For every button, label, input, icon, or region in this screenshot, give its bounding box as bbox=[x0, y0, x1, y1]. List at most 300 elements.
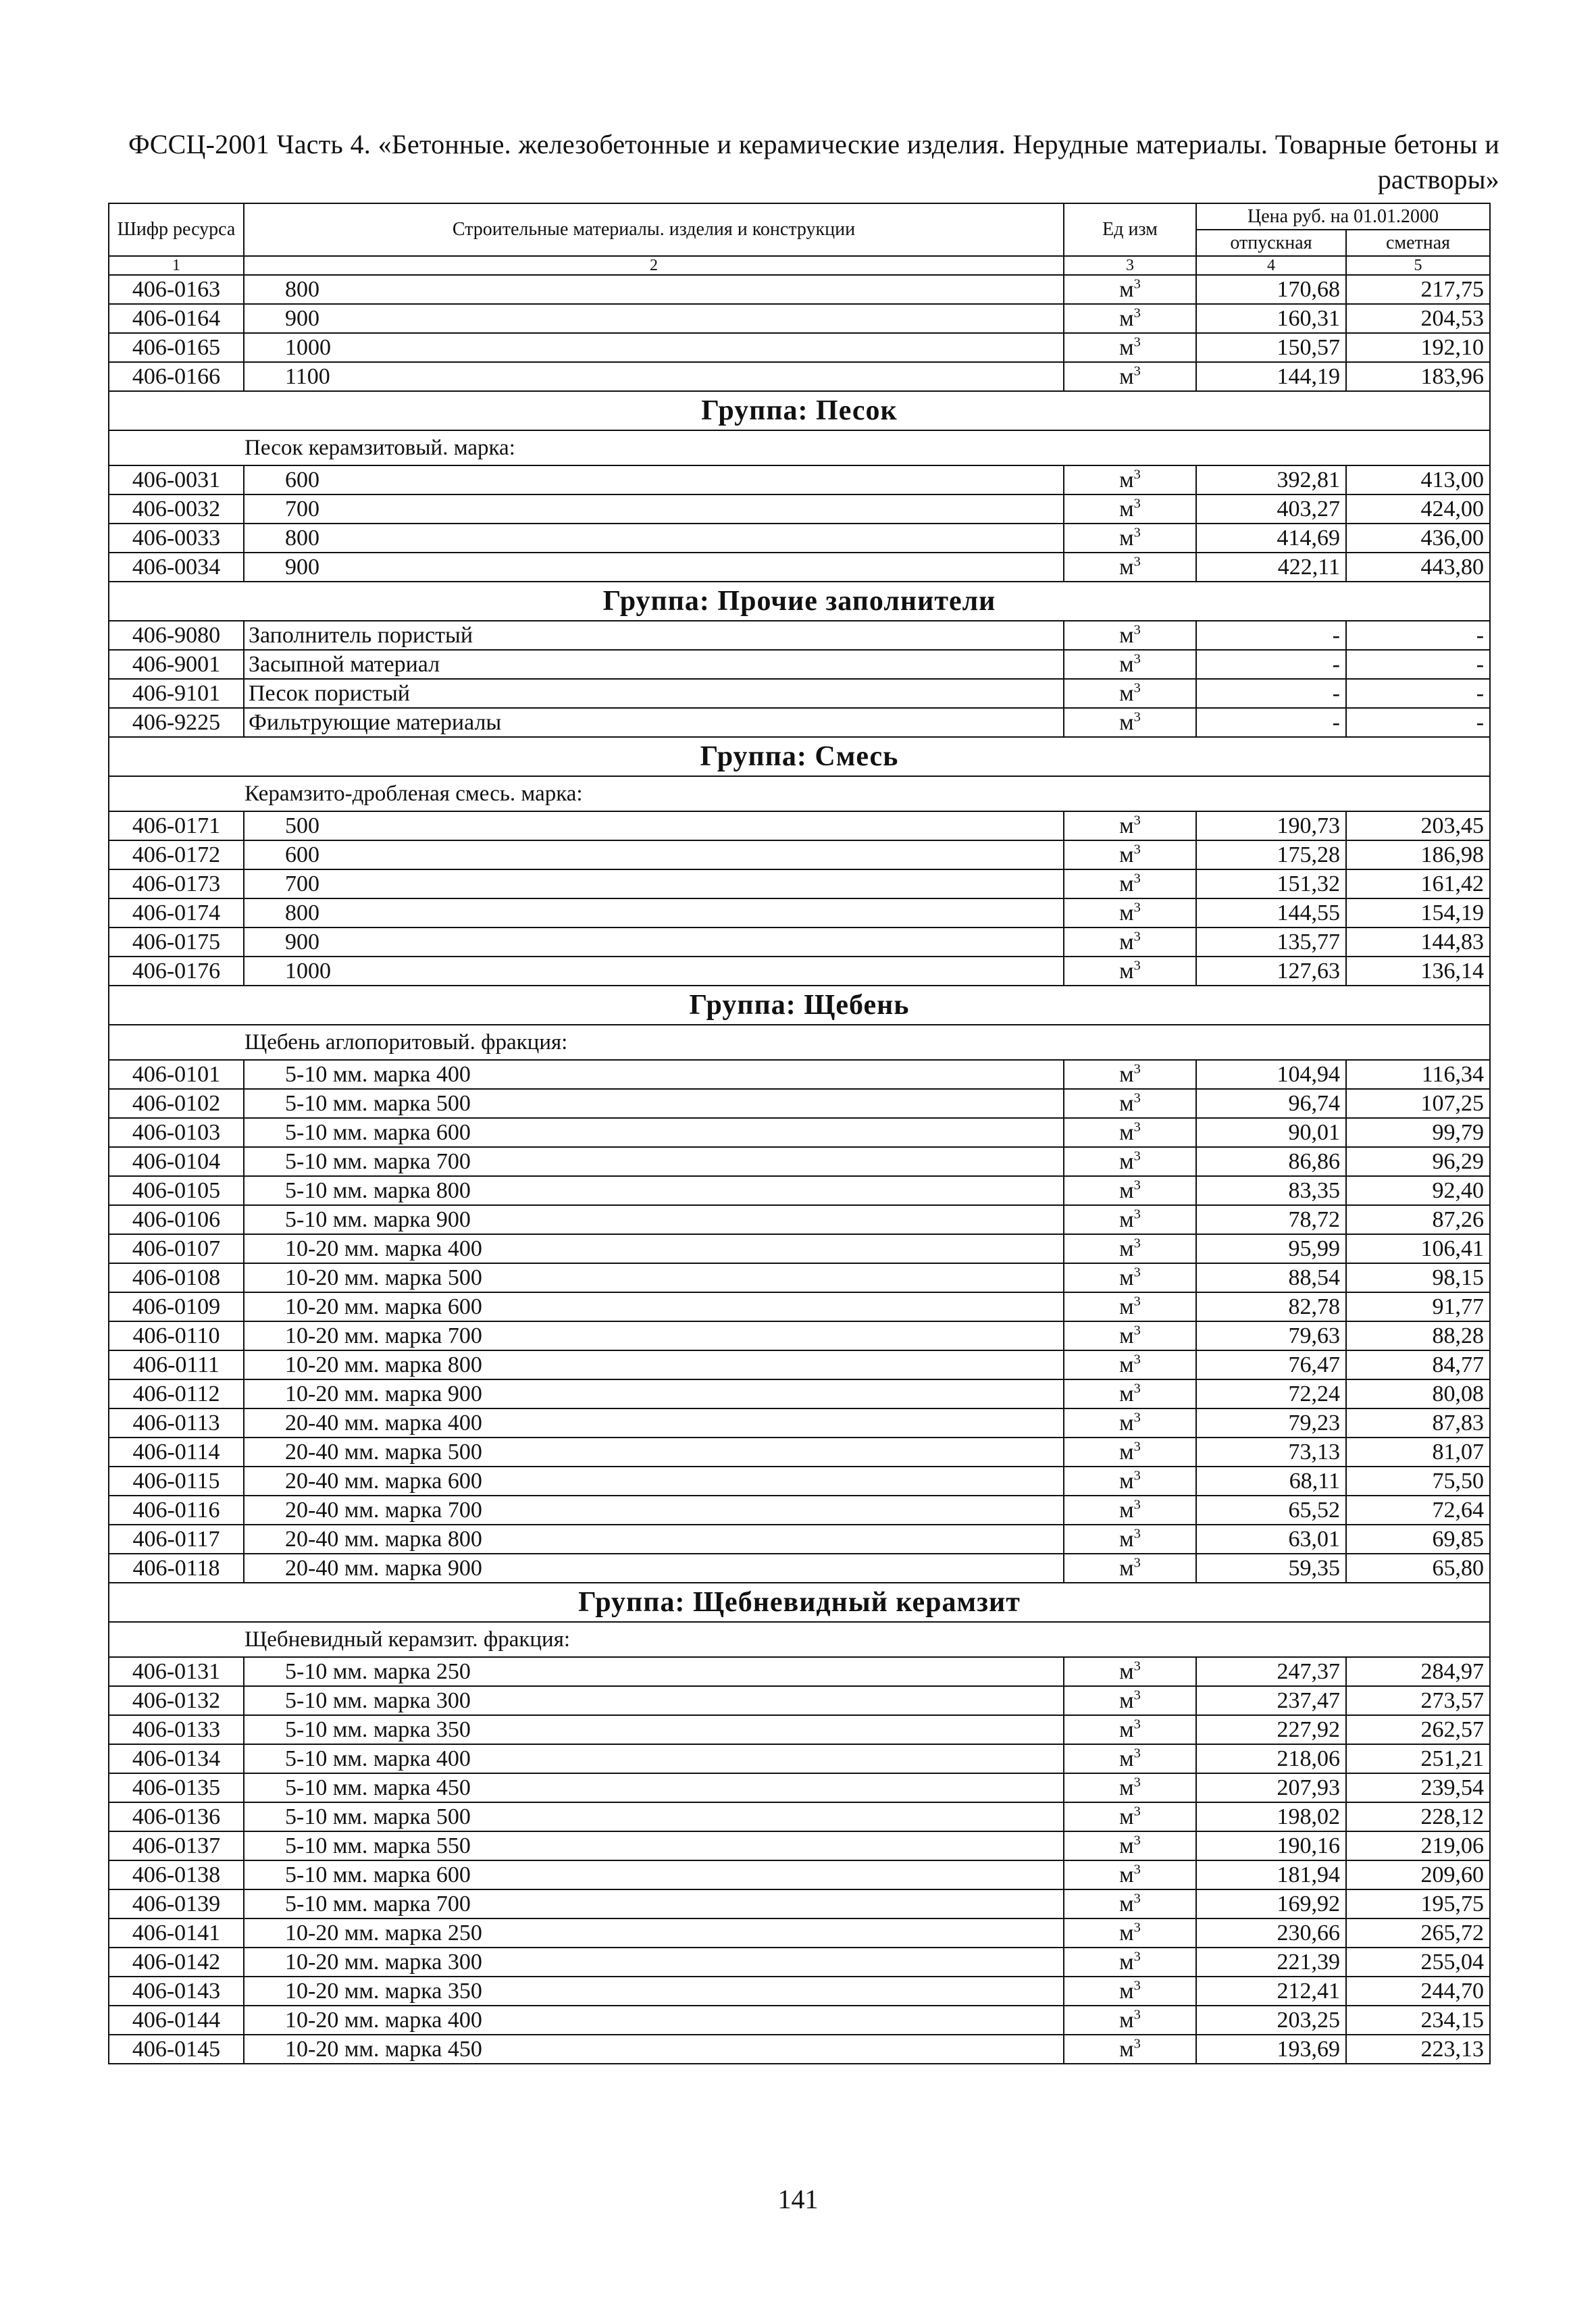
resource-code: 406-0166 bbox=[109, 362, 244, 391]
unit-power: 3 bbox=[1133, 554, 1141, 569]
unit-power: 3 bbox=[1133, 1148, 1141, 1164]
resource-code: 406-0171 bbox=[109, 811, 244, 840]
unit-label: м bbox=[1119, 276, 1134, 302]
release-price: 207,93 bbox=[1196, 1773, 1346, 1802]
material-name: 5-10 мм. марка 600 bbox=[244, 1860, 1064, 1889]
unit-power: 3 bbox=[1133, 525, 1141, 540]
unit-label: м bbox=[1119, 363, 1134, 389]
material-name: 5-10 мм. марка 900 bbox=[244, 1205, 1064, 1234]
resource-code: 406-0031 bbox=[109, 465, 244, 494]
material-name: 5-10 мм. марка 350 bbox=[244, 1715, 1064, 1744]
estimate-price: 80,08 bbox=[1346, 1379, 1490, 1408]
resource-code: 406-0105 bbox=[109, 1176, 244, 1205]
release-price: 422,11 bbox=[1196, 553, 1346, 582]
unit-cell bbox=[1064, 1715, 1196, 1744]
resource-code: 406-0174 bbox=[109, 898, 244, 927]
resource-code: 406-0138 bbox=[109, 1860, 244, 1889]
group-heading-row bbox=[109, 391, 1490, 430]
unit-cell bbox=[1064, 1831, 1196, 1860]
unit-power: 3 bbox=[1133, 1206, 1141, 1222]
resource-code: 406-0103 bbox=[109, 1118, 244, 1147]
unit-label: м bbox=[1119, 305, 1134, 331]
unit-power: 3 bbox=[1133, 2007, 1141, 2023]
unit-cell bbox=[1064, 869, 1196, 898]
unit-label: м bbox=[1119, 1497, 1134, 1523]
material-name: 1000 bbox=[244, 957, 1064, 986]
material-name: 5-10 мм. марка 700 bbox=[244, 1889, 1064, 1918]
unit-cell bbox=[1064, 621, 1196, 650]
resource-code: 406-0117 bbox=[109, 1525, 244, 1554]
table-row bbox=[109, 1263, 1490, 1292]
unit-power: 3 bbox=[1133, 1687, 1141, 1703]
material-name: 800 bbox=[244, 524, 1064, 553]
unit-cell bbox=[1064, 333, 1196, 362]
release-price: 90,01 bbox=[1196, 1118, 1346, 1147]
unit-cell bbox=[1064, 1744, 1196, 1773]
material-name: 500 bbox=[244, 811, 1064, 840]
release-price: 190,73 bbox=[1196, 811, 1346, 840]
release-price: 198,02 bbox=[1196, 1802, 1346, 1831]
release-price: 83,35 bbox=[1196, 1176, 1346, 1205]
unit-label: м bbox=[1119, 1439, 1134, 1465]
unit-cell bbox=[1064, 1118, 1196, 1147]
material-name: 5-10 мм. марка 550 bbox=[244, 1831, 1064, 1860]
unit-label: м bbox=[1119, 929, 1134, 955]
unit-power: 3 bbox=[1133, 1862, 1141, 1877]
table-row bbox=[109, 840, 1490, 869]
unit-cell bbox=[1064, 1525, 1196, 1554]
estimate-price: 92,40 bbox=[1346, 1176, 1490, 1205]
estimate-price: 284,97 bbox=[1346, 1657, 1490, 1686]
table-row bbox=[109, 362, 1490, 391]
unit-power: 3 bbox=[1133, 900, 1141, 915]
unit-power: 3 bbox=[1133, 1717, 1141, 1732]
unit-power: 3 bbox=[1133, 1833, 1141, 1848]
material-name: 5-10 мм. марка 800 bbox=[244, 1176, 1064, 1205]
unit-cell bbox=[1064, 1089, 1196, 1118]
unit-power: 3 bbox=[1133, 1497, 1141, 1513]
material-name: Засыпной материал bbox=[244, 650, 1064, 679]
release-price: 104,94 bbox=[1196, 1060, 1346, 1089]
release-price: 160,31 bbox=[1196, 304, 1346, 333]
unit-label: м bbox=[1119, 1658, 1134, 1684]
unit-cell bbox=[1064, 1918, 1196, 1948]
table-row bbox=[109, 333, 1490, 362]
unit-cell bbox=[1064, 2035, 1196, 2064]
estimate-price: 265,72 bbox=[1346, 1918, 1490, 1948]
material-name: 20-40 мм. марка 500 bbox=[244, 1438, 1064, 1467]
unit-label: м bbox=[1119, 1090, 1134, 1116]
unit-power: 3 bbox=[1133, 958, 1141, 973]
resource-code: 406-9080 bbox=[109, 621, 244, 650]
release-price: 72,24 bbox=[1196, 1379, 1346, 1408]
release-price: 78,72 bbox=[1196, 1205, 1346, 1234]
release-price: 392,81 bbox=[1196, 465, 1346, 494]
unit-label: м bbox=[1119, 813, 1134, 838]
estimate-price: 239,54 bbox=[1346, 1773, 1490, 1802]
unit-power: 3 bbox=[1133, 1265, 1141, 1280]
unit-cell bbox=[1064, 1977, 1196, 2006]
resource-code: 406-0175 bbox=[109, 927, 244, 957]
resource-code: 406-0145 bbox=[109, 2035, 244, 2064]
table-row bbox=[109, 1379, 1490, 1408]
unit-cell bbox=[1064, 2006, 1196, 2035]
estimate-price: 72,64 bbox=[1346, 1496, 1490, 1525]
estimate-price: 65,80 bbox=[1346, 1554, 1490, 1583]
table-row bbox=[109, 1438, 1490, 1467]
unit-power: 3 bbox=[1133, 871, 1141, 886]
material-name: 900 bbox=[244, 927, 1064, 957]
material-name: 10-20 мм. марка 600 bbox=[244, 1292, 1064, 1321]
unit-cell bbox=[1064, 927, 1196, 957]
unit-power: 3 bbox=[1133, 1410, 1141, 1425]
unit-cell bbox=[1064, 1773, 1196, 1802]
release-price: 247,37 bbox=[1196, 1657, 1346, 1686]
resource-code: 406-0104 bbox=[109, 1147, 244, 1176]
table-row bbox=[109, 1657, 1490, 1686]
resource-code: 406-0114 bbox=[109, 1438, 244, 1467]
table-row bbox=[109, 1860, 1490, 1889]
unit-power: 3 bbox=[1133, 1352, 1141, 1367]
estimate-price: 161,42 bbox=[1346, 869, 1490, 898]
unit-cell bbox=[1064, 1686, 1196, 1715]
unit-cell bbox=[1064, 304, 1196, 333]
release-price: 150,57 bbox=[1196, 333, 1346, 362]
table-row bbox=[109, 1292, 1490, 1321]
material-subheading: Песок керамзитовый. марка: bbox=[109, 430, 1490, 465]
unit-power: 3 bbox=[1133, 496, 1141, 511]
unit-label: м bbox=[1119, 1949, 1134, 1975]
unit-label: м bbox=[1119, 1294, 1134, 1319]
release-price: 73,13 bbox=[1196, 1438, 1346, 1467]
release-price: 237,47 bbox=[1196, 1686, 1346, 1715]
unit-cell bbox=[1064, 811, 1196, 840]
group-heading-row bbox=[109, 1583, 1490, 1622]
table-row bbox=[109, 1496, 1490, 1525]
estimate-price: 443,80 bbox=[1346, 553, 1490, 582]
unit-cell bbox=[1064, 553, 1196, 582]
resource-code: 406-0139 bbox=[109, 1889, 244, 1918]
estimate-price: 203,45 bbox=[1346, 811, 1490, 840]
unit-label: м bbox=[1119, 1410, 1134, 1435]
estimate-price: 217,75 bbox=[1346, 275, 1490, 304]
unit-label: м bbox=[1119, 651, 1134, 677]
unit-cell bbox=[1064, 1657, 1196, 1686]
unit-power: 3 bbox=[1133, 1978, 1141, 1993]
estimate-price: 98,15 bbox=[1346, 1263, 1490, 1292]
release-price: 170,68 bbox=[1196, 275, 1346, 304]
unit-label: м bbox=[1119, 871, 1134, 896]
material-name: 600 bbox=[244, 840, 1064, 869]
price-table bbox=[108, 203, 1491, 2064]
release-price: 86,86 bbox=[1196, 1147, 1346, 1176]
resource-code: 406-9225 bbox=[109, 708, 244, 737]
resource-code: 406-9101 bbox=[109, 679, 244, 708]
release-price: 193,69 bbox=[1196, 2035, 1346, 2064]
unit-cell bbox=[1064, 362, 1196, 391]
resource-code: 406-0101 bbox=[109, 1060, 244, 1089]
table-row bbox=[109, 1350, 1490, 1379]
estimate-price: 204,53 bbox=[1346, 304, 1490, 333]
release-price: 82,78 bbox=[1196, 1292, 1346, 1321]
unit-cell bbox=[1064, 1176, 1196, 1205]
unit-power: 3 bbox=[1133, 1119, 1141, 1135]
table-row bbox=[109, 957, 1490, 986]
material-name: 900 bbox=[244, 553, 1064, 582]
release-price: 63,01 bbox=[1196, 1525, 1346, 1554]
table-row bbox=[109, 2035, 1490, 2064]
group-heading: Группа: Щебень bbox=[109, 986, 1490, 1025]
estimate-price: 255,04 bbox=[1346, 1948, 1490, 1977]
material-name: 10-20 мм. марка 400 bbox=[244, 2006, 1064, 2035]
column-number: 4 bbox=[1196, 256, 1346, 275]
table-row bbox=[109, 1060, 1490, 1089]
resource-code: 406-0107 bbox=[109, 1234, 244, 1263]
release-price: 212,41 bbox=[1196, 1977, 1346, 2006]
unit-cell bbox=[1064, 1205, 1196, 1234]
unit-cell bbox=[1064, 1234, 1196, 1263]
unit-cell bbox=[1064, 1408, 1196, 1438]
material-name: 10-20 мм. марка 450 bbox=[244, 2035, 1064, 2064]
release-price: 221,39 bbox=[1196, 1948, 1346, 1977]
unit-power: 3 bbox=[1133, 813, 1141, 828]
resource-code: 406-0164 bbox=[109, 304, 244, 333]
material-name: 5-10 мм. марка 400 bbox=[244, 1060, 1064, 1089]
page-title: ФССЦ-2001 Часть 4. «Бетонные. железобетонные и керамические изделия. Нерудные материалы. Товарные бетоны и растворы» bbox=[128, 129, 1499, 195]
resource-code: 406-0134 bbox=[109, 1744, 244, 1773]
table-row bbox=[109, 1831, 1490, 1860]
subheading-row bbox=[109, 776, 1490, 811]
estimate-price: 87,26 bbox=[1346, 1205, 1490, 1234]
material-name: 900 bbox=[244, 304, 1064, 333]
release-price: 76,47 bbox=[1196, 1350, 1346, 1379]
table-row bbox=[109, 1889, 1490, 1918]
unit-power: 3 bbox=[1133, 1177, 1141, 1193]
col-header-estimate-price: сметная bbox=[1346, 230, 1490, 256]
material-name: 5-10 мм. марка 400 bbox=[244, 1744, 1064, 1773]
estimate-price: 84,77 bbox=[1346, 1350, 1490, 1379]
unit-cell bbox=[1064, 1467, 1196, 1496]
resource-code: 406-0034 bbox=[109, 553, 244, 582]
unit-label: м bbox=[1119, 467, 1134, 492]
material-name: 800 bbox=[244, 898, 1064, 927]
table-row bbox=[109, 1773, 1490, 1802]
table-row bbox=[109, 1554, 1490, 1583]
table-row bbox=[109, 679, 1490, 708]
unit-power: 3 bbox=[1133, 1775, 1141, 1790]
estimate-price: 107,25 bbox=[1346, 1089, 1490, 1118]
unit-power: 3 bbox=[1133, 842, 1141, 857]
table-row bbox=[109, 869, 1490, 898]
unit-cell bbox=[1064, 1292, 1196, 1321]
unit-label: м bbox=[1119, 1236, 1134, 1261]
column-number: 2 bbox=[244, 256, 1064, 275]
table-row bbox=[109, 811, 1490, 840]
release-price: 169,92 bbox=[1196, 1889, 1346, 1918]
release-price: 218,06 bbox=[1196, 1744, 1346, 1773]
unit-cell bbox=[1064, 1379, 1196, 1408]
table-row bbox=[109, 1118, 1490, 1147]
unit-cell bbox=[1064, 465, 1196, 494]
release-price: 88,54 bbox=[1196, 1263, 1346, 1292]
table-row bbox=[109, 1686, 1490, 1715]
release-price: 151,32 bbox=[1196, 869, 1346, 898]
estimate-price: 195,75 bbox=[1346, 1889, 1490, 1918]
unit-cell bbox=[1064, 275, 1196, 304]
material-subheading: Щебень аглопоритовый. фракция: bbox=[109, 1025, 1490, 1060]
resource-code: 406-0116 bbox=[109, 1496, 244, 1525]
unit-power: 3 bbox=[1133, 334, 1141, 350]
table-row bbox=[109, 524, 1490, 553]
unit-power: 3 bbox=[1133, 929, 1141, 944]
table-row bbox=[109, 708, 1490, 737]
unit-power: 3 bbox=[1133, 276, 1141, 292]
col-header-unit: Ед изм bbox=[1064, 203, 1196, 256]
estimate-price: 192,10 bbox=[1346, 333, 1490, 362]
col-header-name: Строительные материалы. изделия и конструкции bbox=[244, 203, 1064, 256]
unit-cell bbox=[1064, 679, 1196, 708]
unit-label: м bbox=[1119, 1891, 1134, 1916]
material-name: 5-10 мм. марка 250 bbox=[244, 1657, 1064, 1686]
unit-cell bbox=[1064, 650, 1196, 679]
unit-power: 3 bbox=[1133, 1439, 1141, 1454]
unit-cell bbox=[1064, 898, 1196, 927]
resource-code: 406-0133 bbox=[109, 1715, 244, 1744]
material-name: 5-10 мм. марка 600 bbox=[244, 1118, 1064, 1147]
unit-label: м bbox=[1119, 958, 1134, 984]
table-row bbox=[109, 1205, 1490, 1234]
release-price: 127,63 bbox=[1196, 957, 1346, 986]
unit-power: 3 bbox=[1133, 1090, 1141, 1106]
unit-label: м bbox=[1119, 1061, 1134, 1087]
table-row bbox=[109, 465, 1490, 494]
unit-cell bbox=[1064, 1554, 1196, 1583]
resource-code: 406-0172 bbox=[109, 840, 244, 869]
table-row bbox=[109, 1802, 1490, 1831]
estimate-price: 116,34 bbox=[1346, 1060, 1490, 1089]
estimate-price: 183,96 bbox=[1346, 362, 1490, 391]
resource-code: 406-0143 bbox=[109, 1977, 244, 2006]
table-row bbox=[109, 1089, 1490, 1118]
resource-code: 406-0176 bbox=[109, 957, 244, 986]
unit-power: 3 bbox=[1133, 1804, 1141, 1819]
unit-power: 3 bbox=[1133, 651, 1141, 667]
table-body bbox=[109, 275, 1490, 2064]
estimate-price: 75,50 bbox=[1346, 1467, 1490, 1496]
unit-cell bbox=[1064, 1802, 1196, 1831]
unit-power: 3 bbox=[1133, 1323, 1141, 1338]
release-price: 414,69 bbox=[1196, 524, 1346, 553]
unit-label: м bbox=[1119, 1746, 1134, 1771]
unit-cell bbox=[1064, 1060, 1196, 1089]
material-name: Фильтрующие материалы bbox=[244, 708, 1064, 737]
resource-code: 406-0032 bbox=[109, 494, 244, 524]
resource-code: 406-0102 bbox=[109, 1089, 244, 1118]
release-price: 68,11 bbox=[1196, 1467, 1346, 1496]
unit-power: 3 bbox=[1133, 1381, 1141, 1396]
col-header-release-price: отпускная bbox=[1196, 230, 1346, 256]
table-row bbox=[109, 553, 1490, 582]
material-name: 20-40 мм. марка 900 bbox=[244, 1554, 1064, 1583]
unit-label: м bbox=[1119, 709, 1134, 735]
unit-label: м bbox=[1119, 1687, 1134, 1713]
table-header bbox=[109, 203, 1490, 275]
material-name: Песок пористый bbox=[244, 679, 1064, 708]
unit-label: м bbox=[1119, 1920, 1134, 1946]
release-price: - bbox=[1196, 621, 1346, 650]
material-subheading: Керамзито-дробленая смесь. марка: bbox=[109, 776, 1490, 811]
unit-label: м bbox=[1119, 1206, 1134, 1232]
subheading-row bbox=[109, 430, 1490, 465]
release-price: 230,66 bbox=[1196, 1918, 1346, 1948]
estimate-price: 87,83 bbox=[1346, 1408, 1490, 1438]
unit-cell bbox=[1064, 1948, 1196, 1977]
table-row bbox=[109, 494, 1490, 524]
table-row bbox=[109, 1918, 1490, 1948]
resource-code: 406-0106 bbox=[109, 1205, 244, 1234]
estimate-price: 81,07 bbox=[1346, 1438, 1490, 1467]
unit-label: м bbox=[1119, 1775, 1134, 1800]
table-row bbox=[109, 1408, 1490, 1438]
unit-power: 3 bbox=[1133, 363, 1141, 379]
unit-label: м bbox=[1119, 1177, 1134, 1203]
estimate-price: 144,83 bbox=[1346, 927, 1490, 957]
estimate-price: 99,79 bbox=[1346, 1118, 1490, 1147]
material-name: 20-40 мм. марка 800 bbox=[244, 1525, 1064, 1554]
release-price: 135,77 bbox=[1196, 927, 1346, 957]
resource-code: 406-0111 bbox=[109, 1350, 244, 1379]
resource-code: 406-0165 bbox=[109, 333, 244, 362]
material-name: 800 bbox=[244, 275, 1064, 304]
unit-label: м bbox=[1119, 554, 1134, 580]
group-heading: Группа: Песок bbox=[109, 391, 1490, 430]
unit-cell bbox=[1064, 1263, 1196, 1292]
table-row bbox=[109, 1744, 1490, 1773]
unit-label: м bbox=[1119, 1265, 1134, 1290]
material-name: 5-10 мм. марка 500 bbox=[244, 1089, 1064, 1118]
resource-code: 406-0108 bbox=[109, 1263, 244, 1292]
unit-label: м bbox=[1119, 1148, 1134, 1174]
unit-power: 3 bbox=[1133, 305, 1141, 321]
unit-power: 3 bbox=[1133, 680, 1141, 696]
unit-power: 3 bbox=[1133, 1468, 1141, 1483]
release-price: 203,25 bbox=[1196, 2006, 1346, 2035]
unit-power: 3 bbox=[1133, 1920, 1141, 1935]
unit-label: м bbox=[1119, 1804, 1134, 1829]
release-price: 190,16 bbox=[1196, 1831, 1346, 1860]
unit-label: м bbox=[1119, 1717, 1134, 1742]
estimate-price: 223,13 bbox=[1346, 2035, 1490, 2064]
release-price: 95,99 bbox=[1196, 1234, 1346, 1263]
estimate-price: - bbox=[1346, 679, 1490, 708]
unit-label: м bbox=[1119, 2036, 1134, 2062]
estimate-price: 106,41 bbox=[1346, 1234, 1490, 1263]
unit-cell bbox=[1064, 1438, 1196, 1467]
resource-code: 406-0109 bbox=[109, 1292, 244, 1321]
release-price: - bbox=[1196, 708, 1346, 737]
column-number: 5 bbox=[1346, 256, 1490, 275]
material-name: 700 bbox=[244, 869, 1064, 898]
unit-label: м bbox=[1119, 1352, 1134, 1377]
column-numbers-row bbox=[109, 256, 1490, 275]
resource-code: 406-0033 bbox=[109, 524, 244, 553]
material-name: 20-40 мм. марка 700 bbox=[244, 1496, 1064, 1525]
release-price: - bbox=[1196, 679, 1346, 708]
unit-power: 3 bbox=[1133, 1061, 1141, 1077]
unit-power: 3 bbox=[1133, 709, 1141, 725]
unit-label: м bbox=[1119, 496, 1134, 522]
table-row bbox=[109, 898, 1490, 927]
